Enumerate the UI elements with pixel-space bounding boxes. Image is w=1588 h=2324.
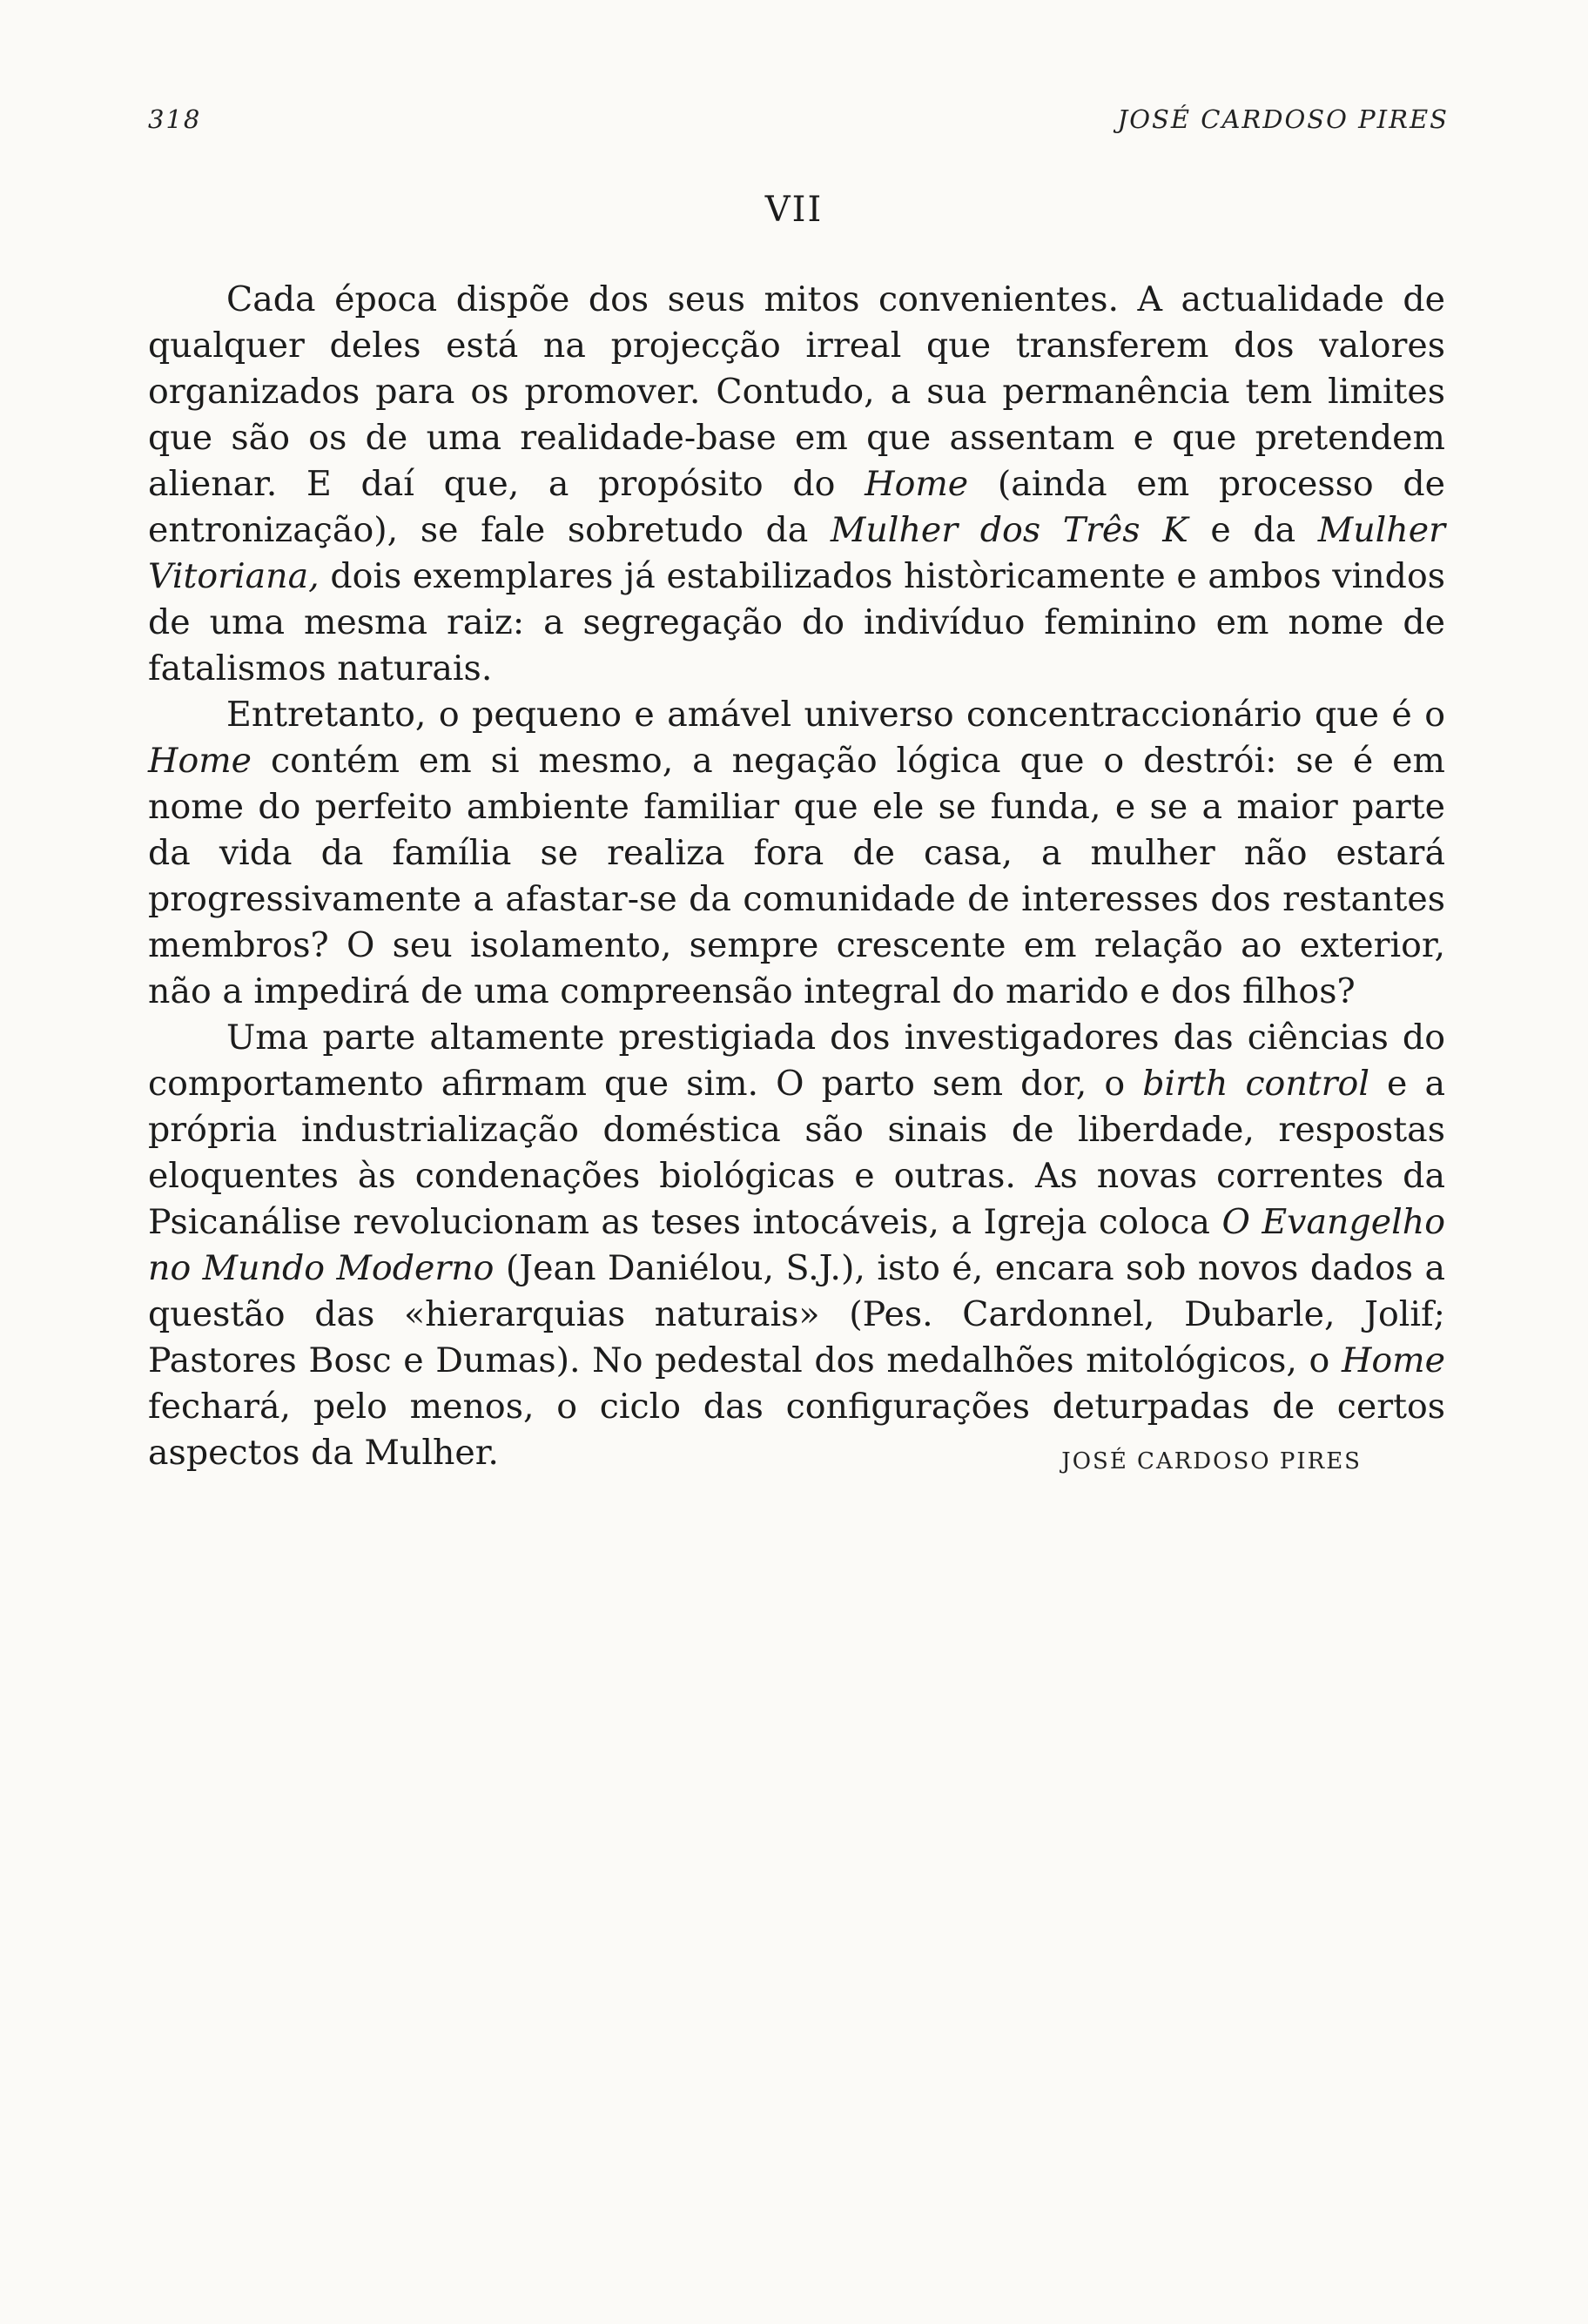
italic-run: Mulher Vitoriana, <box>148 510 1445 596</box>
page-number: 318 <box>148 104 202 134</box>
running-head-author: JOSÉ CARDOSO PIRES <box>1117 104 1449 134</box>
text-run: fechará, pelo menos, o ciclo das configurações deturpadas de certos aspectos da Mulher. <box>148 1387 1445 1473</box>
text-run: e da <box>1188 510 1318 550</box>
author-signature: JOSÉ CARDOSO PIRES <box>1061 1448 1362 1474</box>
italic-run: O Evangelho no Mundo Moderno <box>148 1202 1445 1288</box>
text-run: Entretanto, o pequeno e amável universo concentraccionário que é o <box>226 695 1445 735</box>
text-run: (Jean Daniélou, S.J.), isto é, encara sob novos dados a questão das «hierarquias naturais» (Pes. Cardonnel, Dubarle, Jolif; Pastores Bosc e Dumas). No pedestal dos medalhões mitológicos, o <box>148 1248 1445 1380</box>
text-run: Uma parte altamente prestigiada dos investigadores das ciências do comportamento afirmam que sim. O parto sem dor, o <box>148 1018 1445 1104</box>
italic-run: Mulher dos Três K <box>830 510 1188 550</box>
text-run: Cada época dispõe dos seus mitos convenientes. A actualidade de qualquer deles está na projecção irreal que transferem dos valores organizados para os promover. Contudo, a sua permanência tem limites que são os de uma realidade-base em que assentam e que pretendem alienar. E daí que, a propósito do <box>148 279 1445 504</box>
running-head <box>148 104 1449 139</box>
text-run: contém em si mesmo, a negação lógica que o destrói: se é em nome do perfeito ambiente familiar que ele se funda, e se a maior parte da vida da família se realiza fora de casa, a mulher não estará progressivamente a afastar-se da comunidade de interesses dos restantes membros? O seu isolamento, sempre crescente em relação ao exterior, não a impedirá de uma compreensão integral do marido e dos filhos? <box>148 741 1445 1011</box>
paragraph <box>148 692 1445 1015</box>
body-text <box>148 277 1445 1476</box>
text-run: (ainda em processo de entronização), se fale sobretudo da <box>148 464 1445 550</box>
paragraph <box>148 1015 1445 1476</box>
italic-run: Home <box>148 741 252 781</box>
section-heading: VII <box>764 190 824 230</box>
text-run: dois exemplares já estabilizados històricamente e ambos vindos de uma mesma raiz: a segregação do indivíduo feminino em nome de fatalismos naturais. <box>148 556 1445 688</box>
italic-run: birth control <box>1142 1064 1369 1104</box>
italic-run: Home <box>1341 1340 1445 1380</box>
text-run: e a própria industrialização doméstica são sinais de liberdade, respostas eloquentes às condenações biológicas e outras. As novas correntes da Psicanálise revolucionam as teses intocáveis, a Igreja coloca <box>148 1064 1445 1242</box>
paragraph <box>148 277 1445 692</box>
italic-run: Home <box>865 464 969 504</box>
